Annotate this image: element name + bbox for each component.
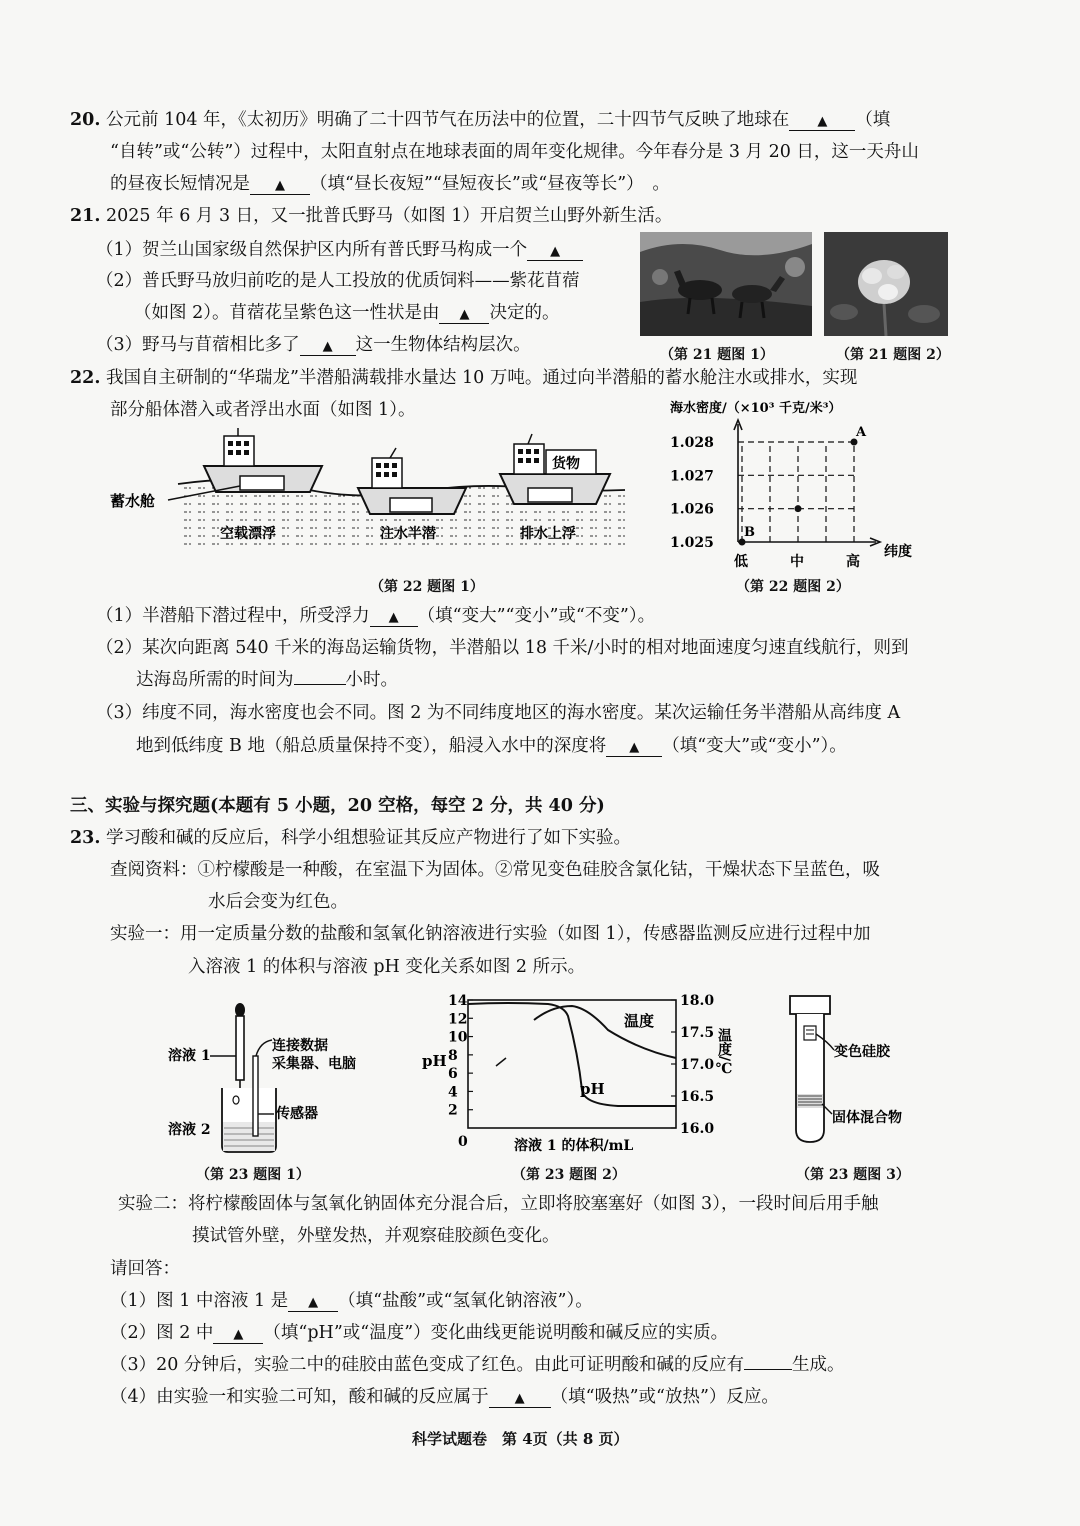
q23-blank1[interactable]: ▲ xyxy=(288,1294,338,1312)
density-x-tick: 低 xyxy=(734,554,748,570)
q23-stem: 23. 学习酸和碱的反应后，科学小组想验证其反应产物进行了如下实验。 xyxy=(70,828,632,848)
density-grid xyxy=(738,442,856,542)
q22-blank2[interactable] xyxy=(294,684,346,685)
ph-ylabel: pH xyxy=(422,1052,447,1070)
q21-fig1-caption: （第 21 题图 1） xyxy=(660,347,774,363)
q22-blank3[interactable]: ▲ xyxy=(606,739,662,757)
ph-right-tick-label: 16.5 xyxy=(680,1089,715,1105)
q22-stem2: 部分船体潜入或者浮出水面（如图 1）。 xyxy=(110,400,416,420)
ship-empty xyxy=(204,428,322,492)
solution1-label: 溶液 1 xyxy=(168,1048,211,1064)
q23-blank3[interactable] xyxy=(744,1369,792,1370)
q22-blank1[interactable]: ▲ xyxy=(370,609,418,627)
stage1-label: 空载漂浮 xyxy=(220,526,276,542)
q23-p4: （4）由实验一和实验二可知，酸和碱的反应属于 ▲ （填“吸热”或“放热”）反应。 xyxy=(110,1387,779,1407)
q22-p2a: （2）某次向距离 540 千米的海岛运输货物，半潜船以 18 千米/小时的相对地面速度匀速直线航行，则到 xyxy=(96,638,909,658)
q23-exp2b: 摸试管外壁，外壁发热，并观察硅胶颜色变化。 xyxy=(192,1226,560,1246)
ph-right-tick-label: 16.0 xyxy=(680,1121,715,1137)
ph-left-tick-label: 12 xyxy=(448,1011,468,1028)
q23-p3: （3）20 分钟后，实验二中的硅胶由蓝色变成了红色。由此可证明酸和碱的反应有 生成。 xyxy=(110,1355,845,1375)
q23-exp2a: 实验二：将柠檬酸固体与氢氧化钠固体充分混合后，立即将胶塞塞好（如图 3），一段时间后用手触 xyxy=(118,1194,879,1214)
ph-origin: 0 xyxy=(458,1134,468,1150)
q22-p2b: 达海岛所需的时间为 小时。 xyxy=(136,670,398,690)
solution2-label: 溶液 2 xyxy=(168,1122,211,1138)
ph-left-ticks xyxy=(448,993,473,1119)
sensor-probe xyxy=(253,1056,258,1136)
density-y-tick: 1.026 xyxy=(670,501,714,518)
q22-p3a: （3）纬度不同，海水密度也会不同。图 2 为不同纬度地区的海水密度。某次运输任务半潜船从高纬度 A xyxy=(96,703,901,723)
ship-submerged xyxy=(358,448,466,514)
ph-left-tick-label: 6 xyxy=(448,1066,458,1083)
q21-p1: （1）贺兰山国家级自然保护区内所有普氏野马构成一个 ▲ xyxy=(96,236,583,261)
density-point-label: A xyxy=(856,425,867,440)
q21-p2a: （2）普氏野马放归前吃的是人工投放的优质饲料——紫花苜蓿 xyxy=(96,271,580,291)
silica-gel xyxy=(804,1026,816,1040)
ph-left-tick-label: 2 xyxy=(448,1102,458,1119)
q22-fig2-caption: （第 22 题图 2） xyxy=(736,579,850,595)
dropper-tube xyxy=(236,1016,244,1080)
stage3-label: 排水上浮 xyxy=(520,526,576,542)
ph-xlabel: 溶液 1 的体积/mL xyxy=(514,1138,634,1154)
q22-p3b: 地到低纬度 B 地（船总质量保持不变），船浸入水中的深度将 ▲ （填“变大”或“变小”）。 xyxy=(136,736,847,756)
ph-left-tick-label: 8 xyxy=(448,1047,458,1064)
temp-curve-label: 温度 xyxy=(624,1012,655,1030)
ph-left-tick-label: 10 xyxy=(448,1029,468,1046)
page-footer: 科学试题卷 第 4页（共 8 页） xyxy=(412,1430,629,1448)
density-x-tick: 中 xyxy=(790,554,804,570)
q23-info2: 水后会变为红色。 xyxy=(208,892,348,912)
density-y-tick: 1.027 xyxy=(670,468,714,485)
temperature-curve xyxy=(534,1006,676,1058)
ph-right-tick-label: 18.0 xyxy=(680,993,715,1009)
density-x-ticks xyxy=(734,553,860,570)
q20-blank1[interactable]: ▲ xyxy=(789,113,855,131)
density-y-tick: 1.028 xyxy=(670,435,714,451)
tank-label: 蓄水舱 xyxy=(110,492,156,510)
rubber-stopper xyxy=(790,996,830,1014)
density-points xyxy=(739,425,868,546)
horse-photo-graphic xyxy=(640,232,812,336)
q21-fig2-caption: （第 21 题图 2） xyxy=(836,347,950,363)
q23-exp1b: 入溶液 1 的体积与溶液 pH 变化关系如图 2 所示。 xyxy=(188,957,586,977)
ph-right-tick-label: 17.5 xyxy=(680,1025,715,1041)
q23-fig1-caption: （第 23 题图 1） xyxy=(196,1167,310,1183)
density-point xyxy=(795,505,802,512)
ph-curve-label: pH xyxy=(580,1080,605,1098)
q22-fig1-caption: （第 22 题图 1） xyxy=(370,579,484,595)
q21-stem: 21. 2025 年 6 月 3 日，又一批普氏野马（如图 1）开启贺兰山野外新生活。 xyxy=(70,206,673,226)
q20-line2: “自转”或“公转”）过程中，太阳直射点在地球表面的周年变化规律。今年春分是 3 月 20 日，这一天舟山 xyxy=(110,142,919,162)
q23-blank2[interactable]: ▲ xyxy=(213,1326,263,1344)
ph-left-tick-label: 14 xyxy=(448,993,468,1009)
sensor-label: 传感器 xyxy=(276,1106,318,1122)
q23-exp1a: 实验一：用一定质量分数的盐酸和氢氧化钠溶液进行实验（如图 1），传感器监测反应进行过程中加 xyxy=(110,924,871,944)
curve-tick-mark xyxy=(496,1058,506,1066)
q21-blank3[interactable]: ▲ xyxy=(300,338,356,356)
q23-fig2-caption: （第 23 题图 2） xyxy=(512,1167,626,1183)
ph-right-tick-label: 17.0 xyxy=(680,1057,715,1073)
q20-line3: 的昼夜长短情况是 ▲ （填“昼长夜短”“昼短夜长”或“昼夜等长”） 。 xyxy=(110,174,670,194)
solution2 xyxy=(223,1122,275,1151)
q20-line1: 20. 公元前 104 年，《太初历》明确了二十四节气在历法中的位置，二十四节气反映了地球在 ▲ （填 xyxy=(70,110,891,130)
section3-title: 三、实验与探究题(本题有 5 小题，20 空格，每空 2 分，共 40 分) xyxy=(70,796,605,816)
alfalfa-photo xyxy=(824,232,948,336)
test-tube-apparatus xyxy=(780,990,930,1150)
mixture-label: 固体混合物 xyxy=(832,1110,902,1126)
ph-left-tick-label: 4 xyxy=(448,1084,458,1101)
q23-answer: 请回答： xyxy=(110,1259,180,1279)
stage2-label: 注水半潜 xyxy=(380,526,436,542)
q23-p1: （1）图 1 中溶液 1 是 ▲ （填“盐酸”或“氢氧化钠溶液”）。 xyxy=(110,1291,593,1311)
q21-blank1[interactable]: ▲ xyxy=(527,243,583,261)
cargo-label: 货物 xyxy=(552,456,580,472)
q23-blank4[interactable]: ▲ xyxy=(489,1390,551,1408)
q21-p3: （3）野马与苜蓿相比多了 ▲ 这一生物体结构层次。 xyxy=(96,335,531,355)
q23-p2: （2）图 2 中 ▲ （填“pH”或“温度”）变化曲线更能说明酸和碱反应的实质。 xyxy=(110,1323,729,1343)
q21-blank2[interactable]: ▲ xyxy=(439,306,489,324)
titration-apparatus xyxy=(160,996,390,1156)
ph-temperature-chart xyxy=(418,988,748,1164)
density-chart xyxy=(660,396,950,576)
connect-label-2: 采集器、电脑 xyxy=(272,1056,356,1072)
q20-blank2[interactable]: ▲ xyxy=(250,177,310,195)
density-point-label: B xyxy=(744,525,755,540)
density-y-tick: 1.025 xyxy=(670,535,714,551)
q23-fig3-caption: （第 23 题图 3） xyxy=(796,1167,910,1183)
dropper-bulb xyxy=(235,1003,245,1017)
density-xlabel: 纬度 xyxy=(884,544,912,560)
q23-info1: 查阅资料：①柠檬酸是一种酸，在室温下为固体。②常见变色硅胶含氯化钴，干燥状态下呈蓝色，吸 xyxy=(110,860,880,880)
q21-p2b: （如图 2）。苜蓿花呈紫色这一性状是由 ▲ 决定的。 xyxy=(134,303,560,323)
temp-ylabel: 温度/℃ xyxy=(716,1028,732,1078)
ph-right-ticks xyxy=(671,993,714,1137)
density-ylabel: 海水密度/（×10³ 千克/米³） xyxy=(670,401,842,416)
alfalfa-photo-graphic xyxy=(824,232,948,336)
q22-stem1: 22. 我国自主研制的“华瑞龙”半潜船满载排水量达 10 万吨。通过向半潜船的蓄水舱注水或排水，实现 xyxy=(70,368,858,388)
solid-mixture xyxy=(797,1094,823,1108)
horse-photo xyxy=(640,232,812,336)
connect-label-1: 连接数据 xyxy=(272,1038,328,1054)
density-y-ticks xyxy=(670,435,714,551)
gel-label: 变色硅胶 xyxy=(834,1044,890,1060)
q22-p1: （1）半潜船下潜过程中，所受浮力 ▲ （填“变大”“变小”或“不变”）。 xyxy=(96,606,656,626)
density-x-tick: 高 xyxy=(846,554,860,570)
semi-submersible-diagram xyxy=(100,428,630,558)
